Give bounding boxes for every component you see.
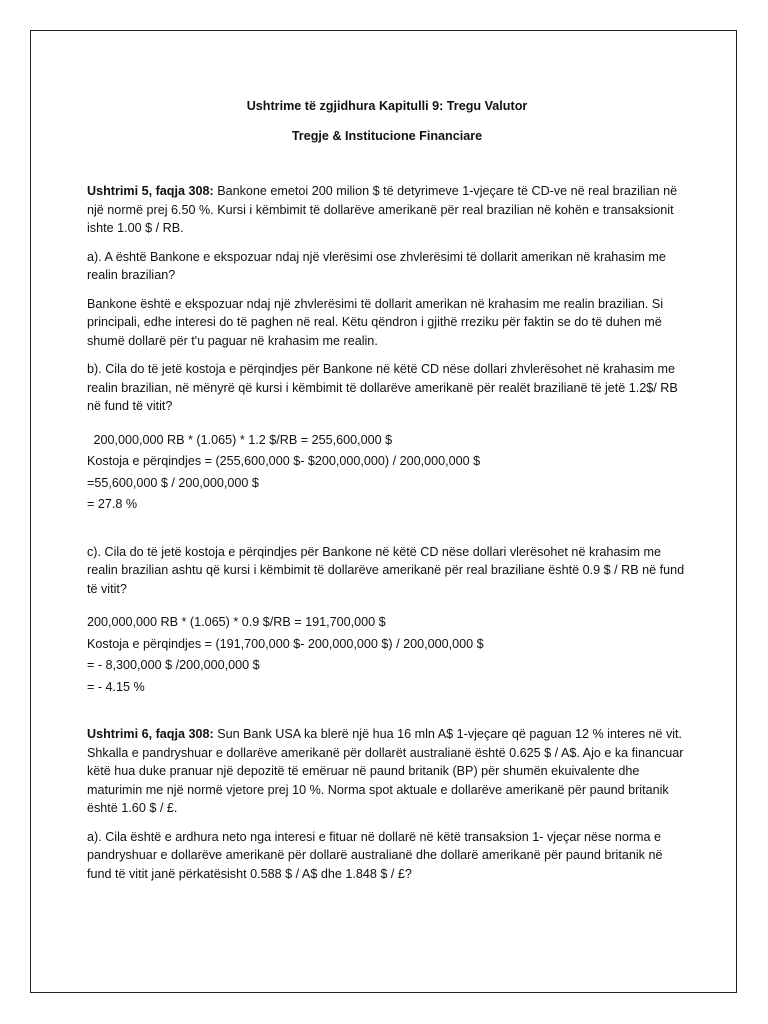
exercise-6-intro [87, 725, 687, 818]
calc-b-line-4: = 27.8 % [87, 497, 138, 511]
calc-c-line-2: Kostoja e përqindjes = (191,700,000 $- 200,000,000 $) / 200,000,000 $ [87, 636, 484, 651]
exercise-5-answer-a: Bankone është e ekspozuar ndaj një zhvlerësimi të dollarit amerikan në krahasim me realin brazilian. Si principali, edhe interesi do të paghen në real. Këtu qëndron i gjithë rreziku për faktin se do të duhen më shumë dollarë për t'u paguar në krahasim me realin. [87, 296, 664, 348]
calc-b-line-2: Kostoja e përqindjes = (255,600,000 $- $200,000,000) / 200,000,000 $ [87, 454, 481, 468]
calc-c-line-3: = - 8,300,000 $ /200,000,000 $ [87, 658, 260, 672]
calc-c-line-1: 200,000,000 RB * (1.065) * 0.9 $/RB = 191,700,000 $ [87, 615, 386, 629]
document-title: Ushtrime të zgjidhura Kapitulli 9: Tregu Valutor [246, 99, 528, 113]
exercise-5-intro-text: Bankone emetoi 200 milion $ të detyrimeve 1-vjeçare të CD-ve në real brazilian në një normë prej 6.50 %. Kursi i këmbimit të dollarëve amerikanë për real brazilian në kohën e transaksionit ishte 1.00 $ / RB. [87, 184, 678, 235]
exercise-5-question-b: b). Cila do të jetë kostoja e përqindjes për Bankone në këtë CD nëse dollari zhvlerësohet në krahasim me realin brazilian, në mënyrë që kursi i këmbimit të dollarëve amerikanë për realët brazilianë të jetë 1.2$/ RB në fund të vitit? [87, 362, 678, 413]
exercise-5-question-c: c). Cila do të jetë kostoja e përqindjes për Bankone në këtë CD nëse dollari vlerësohet në krahasim me realin brazilian ashtu që kursi i këmbimit të dollarëve amerikanë për real braziliane është 0.9 $ / RB në fund të vitit? [87, 544, 685, 596]
exercise-5-intro [87, 182, 687, 238]
calc-b-line-1: 200,000,000 RB * (1.065) * 1.2 $/RB = 255,600,000 $ [90, 432, 393, 447]
exercise-5-heading: Ushtrimi 5, faqja 308: [87, 184, 214, 198]
calc-b-line-3: =55,600,000 $ / 200,000,000 $ [87, 475, 259, 490]
exercise-6-intro-text: Sun Bank USA ka blerë një hua 16 mln A$ 1-vjeçare që paguan 12 % interes në vit. Shkalla e pandryshuar e dollarëve amerikanë për dollarët australianë është 0.625 $ / A$. Ajo e ka financuar këtë hua duke pranuar një depozitë të emëruar në paund britanik (BP) për shumën ekuivalente dhe maturimin me një normë vjetore prej 10 %. Norma spot aktuale e dollarëve amerikanë për paund britanik është 1.60 $ / £. [87, 727, 684, 815]
document-body [87, 97, 687, 893]
exercise-6-heading: Ushtrimi 6, faqja 308: [87, 727, 214, 741]
calc-c-line-4: = - 4.15 % [87, 679, 145, 694]
exercise-6-question-a: a). Cila është e ardhura neto nga interesi e fituar në dollarë në këtë transaksion 1- vjeçar nëse norma e pandryshuar e dollarëve amerikanë për dollarë australianë dhe dollarë amerikanë për paund britanik në fund të vitit janë përkatësisht 0.588 $ / A$ dhe 1.848 $ / £? [87, 829, 663, 881]
document-subtitle: Tregje & Institucione Financiare [291, 128, 483, 143]
exercise-5-question-a: a). A është Bankone e ekspozuar ndaj një vlerësimi ose zhvlerësimi të dollarit amerikan në krahasim me realin brazilian? [87, 249, 666, 282]
